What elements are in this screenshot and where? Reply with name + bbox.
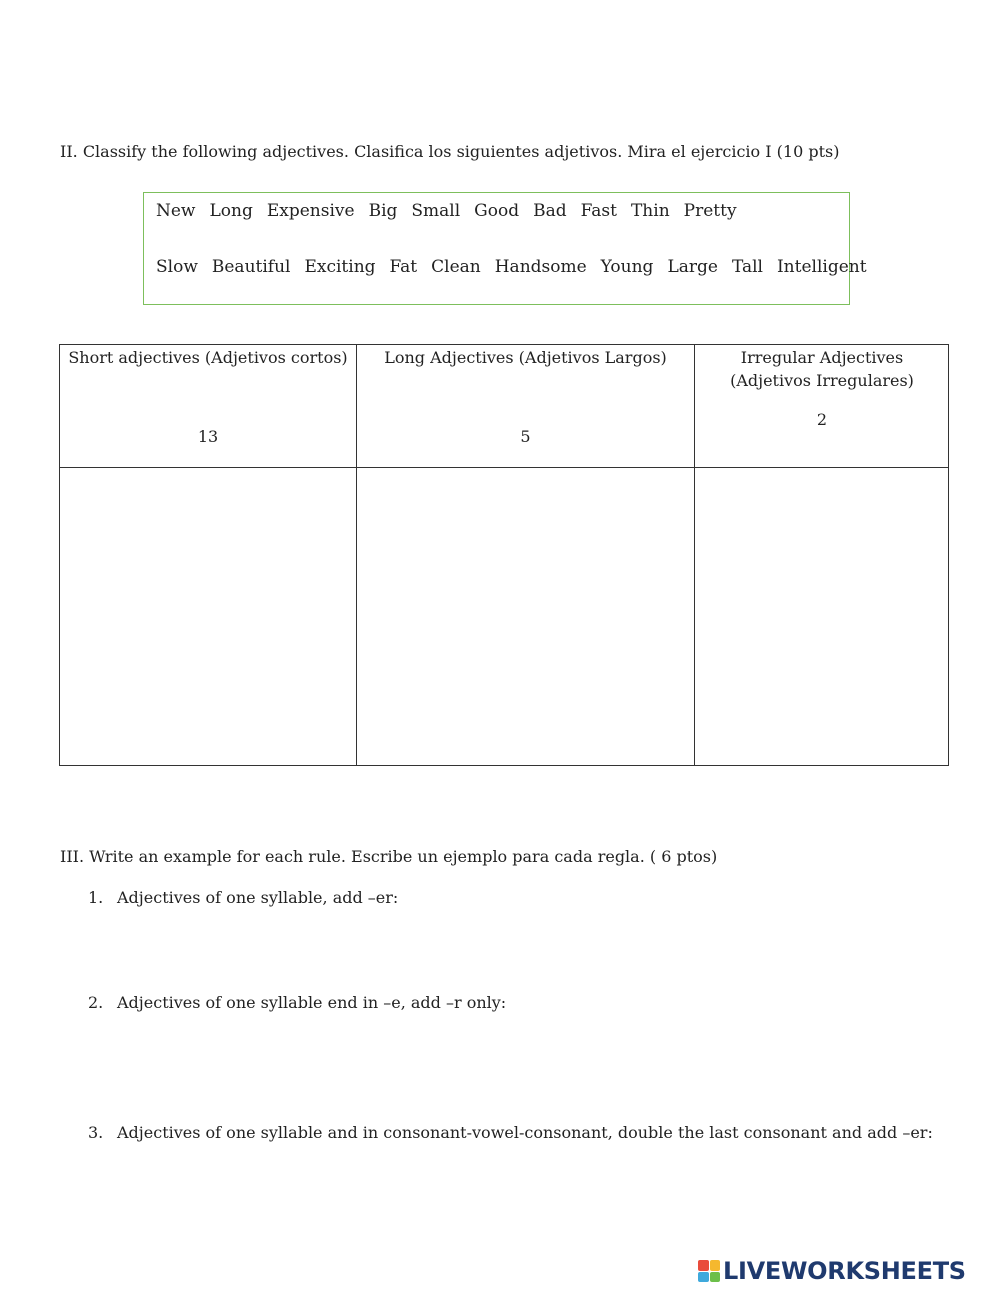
word-item[interactable]: Thin bbox=[630, 201, 670, 221]
word-bank-row-2 bbox=[156, 257, 881, 277]
word-item[interactable]: Slow bbox=[156, 257, 198, 277]
column-header-short: Short adjectives (Adjetivos cortos) bbox=[68, 348, 348, 367]
logo-tile bbox=[710, 1260, 721, 1271]
word-item[interactable]: Large bbox=[667, 257, 718, 277]
rule-text: Adjectives of one syllable, add –er: bbox=[117, 888, 399, 907]
word-item[interactable]: Expensive bbox=[266, 201, 355, 221]
word-item[interactable]: Pretty bbox=[683, 201, 737, 221]
word-item[interactable]: Big bbox=[368, 201, 398, 221]
word-item[interactable]: Fast bbox=[580, 201, 617, 221]
classification-table bbox=[59, 344, 949, 766]
word-item[interactable]: Young bbox=[600, 257, 654, 277]
logo-text: LIVEWORKSHEETS bbox=[723, 1257, 966, 1285]
word-item[interactable]: Exciting bbox=[304, 257, 376, 277]
word-item[interactable]: New bbox=[156, 201, 196, 221]
section-3-heading: III. Write an example for each rule. Escribe un ejemplo para cada regla. ( 6 ptos) bbox=[60, 847, 718, 866]
logo-tile bbox=[710, 1272, 721, 1283]
rule-item bbox=[88, 993, 506, 1012]
count-short: 13 bbox=[197, 427, 219, 446]
word-bank-box bbox=[143, 192, 867, 305]
column-header-irregular: Irregular Adjectives (Adjetivos Irregulares) bbox=[730, 348, 914, 390]
logo-icon bbox=[698, 1260, 720, 1282]
word-item[interactable]: Handsome bbox=[494, 257, 587, 277]
table-divider bbox=[694, 345, 695, 765]
word-item[interactable]: Long bbox=[209, 201, 253, 221]
rule-text: Adjectives of one syllable and in consonant-vowel-consonant, double the last consonant and add –er: bbox=[117, 1123, 933, 1142]
rule-number: 1. bbox=[88, 888, 104, 907]
word-item[interactable]: Clean bbox=[431, 257, 481, 277]
rule-number: 3. bbox=[88, 1123, 104, 1142]
word-item[interactable]: Tall bbox=[731, 257, 763, 277]
count-long: 5 bbox=[520, 427, 531, 446]
word-bank-row-1 bbox=[156, 201, 751, 221]
rule-item bbox=[88, 888, 398, 907]
table-divider bbox=[356, 345, 357, 765]
answer-drop-zone-long[interactable] bbox=[358, 468, 693, 765]
logo-tile bbox=[698, 1272, 709, 1283]
column-header-long: Long Adjectives (Adjetivos Largos) bbox=[384, 348, 667, 367]
liveworksheets-logo[interactable] bbox=[698, 1255, 966, 1287]
answer-drop-zone-short[interactable] bbox=[61, 468, 355, 765]
word-item[interactable]: Beautiful bbox=[211, 257, 291, 277]
logo-tile bbox=[698, 1260, 709, 1271]
rule-number: 2. bbox=[88, 993, 104, 1012]
word-item[interactable]: Small bbox=[411, 201, 461, 221]
rule-text: Adjectives of one syllable end in –e, add –r only: bbox=[117, 993, 507, 1012]
word-item[interactable]: Good bbox=[474, 201, 520, 221]
word-item[interactable]: Fat bbox=[389, 257, 418, 277]
section-2-heading: II. Classify the following adjectives. Clasifica los siguientes adjetivos. Mira el ejercicio I (10 pts) bbox=[60, 142, 840, 161]
answer-drop-zone-irregular[interactable] bbox=[696, 468, 948, 765]
count-irregular: 2 bbox=[816, 410, 828, 429]
word-item[interactable]: Bad bbox=[533, 201, 567, 221]
word-item[interactable]: Intelligent bbox=[776, 257, 867, 277]
rule-item bbox=[88, 1123, 933, 1142]
